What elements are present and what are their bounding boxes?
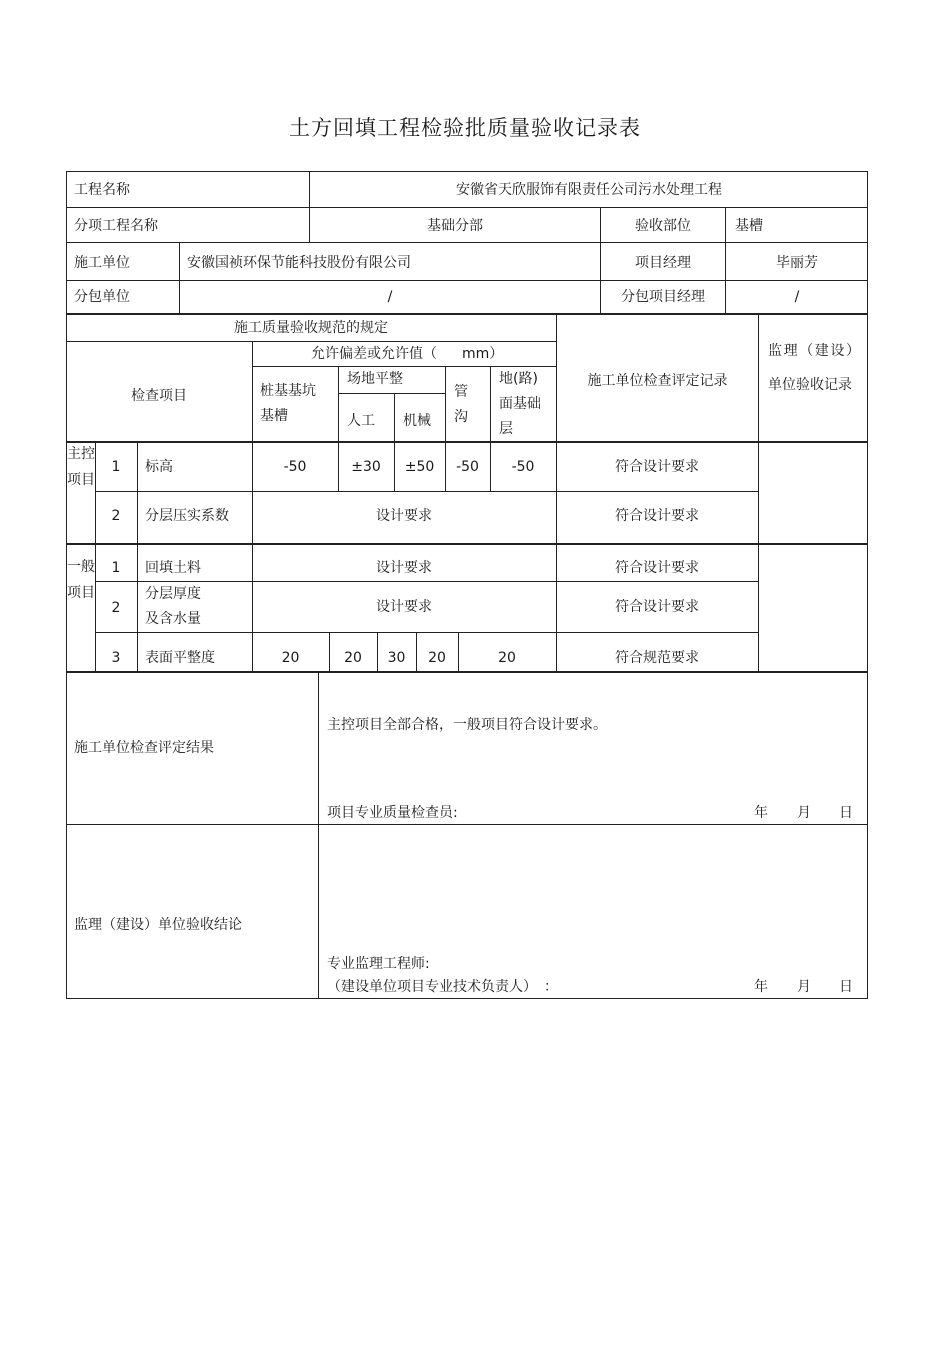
value-machine: 30: [387, 650, 406, 666]
project-name-label: 工程名称: [74, 182, 130, 198]
item-name: 标高: [145, 459, 173, 475]
owner-technical-lead-signature: （建设单位项目专业技术负责人） ：: [327, 979, 558, 995]
col-divider: [252, 442, 253, 544]
row-divider: [66, 242, 868, 243]
merged-value: 设计要求: [376, 508, 432, 524]
constructor-record: 符合设计要求: [615, 560, 699, 576]
value-pile-pit: 20: [281, 650, 300, 666]
merged-value: 设计要求: [376, 599, 432, 615]
sub-pm: /: [794, 289, 800, 305]
value-pipe-trench: 20: [428, 650, 446, 666]
row-divider: [95, 491, 759, 492]
col-divider: [338, 366, 339, 442]
col-divider: [490, 366, 491, 442]
tolerance-heading: 允许偏差或允许值（: [311, 346, 437, 362]
value-road-base: -50: [511, 459, 535, 475]
date-year: 年: [754, 979, 768, 995]
pile-pit-heading: 桩基基坑: [260, 383, 316, 399]
date-month: 月: [797, 805, 811, 821]
sub-project-label: 分项工程名称: [74, 218, 158, 234]
accept-part-label: 验收部位: [635, 218, 691, 234]
accept-part: 基槽: [735, 218, 763, 234]
col-divider: [556, 442, 557, 544]
item-name: 分层厚度及含水量: [145, 586, 201, 627]
row-divider: [95, 632, 759, 633]
pm: 毕丽芳: [776, 255, 818, 271]
general-label: 一般项目: [67, 559, 95, 601]
date-day: 日: [839, 805, 853, 821]
item-name: 回填土料: [145, 560, 201, 576]
subcontractor-label: 分包单位: [74, 289, 130, 305]
row-number: 2: [111, 508, 121, 524]
value-road-base: 20: [498, 650, 516, 666]
supervisor-record-heading: 监理（建设）单位验收记录: [768, 343, 860, 393]
col-divider: [137, 442, 138, 544]
row-number: 3: [111, 650, 121, 666]
check-item-heading: 检查项目: [131, 388, 187, 404]
row-number: 2: [111, 600, 121, 616]
row-divider: [66, 207, 868, 208]
project-name: 安徽省天欣服饰有限责任公司污水处理工程: [456, 182, 722, 198]
supervisor-result-section: [66, 824, 868, 999]
sub-project: 基础分部: [427, 218, 483, 234]
merged-value: 设计要求: [376, 560, 432, 576]
spec-rules-heading: 施工质量验收规范的规定: [234, 320, 388, 336]
col-divider: [318, 672, 319, 825]
supervising-engineer-signature: 专业监理工程师:: [327, 956, 430, 972]
subcontractor: /: [387, 289, 393, 305]
constructor-record: 符合设计要求: [615, 459, 699, 475]
date-month: 月: [797, 979, 811, 995]
main-control-section: [66, 442, 868, 544]
machine-heading: 机械: [403, 413, 431, 429]
contractor-label: 施工单位: [74, 255, 130, 271]
constructor-result-text: 主控项目全部合格，一般项目符合设计要求。: [327, 717, 607, 733]
row-divider: [338, 393, 445, 394]
date-day: 日: [839, 979, 853, 995]
pipe-trench-heading: 管沟: [454, 384, 468, 425]
col-divider: [445, 366, 446, 442]
date-year: 年: [754, 805, 768, 821]
row-number: 1: [111, 560, 121, 576]
value-manual: ±30: [351, 459, 381, 475]
col-divider: [137, 544, 138, 672]
pile-pit-heading-2: 基槽: [260, 408, 288, 424]
item-name: 表面平整度: [145, 650, 215, 666]
value-manual: 20: [344, 650, 362, 666]
col-divider: [758, 442, 759, 544]
constructor-record: 符合设计要求: [615, 599, 699, 615]
constructor-record-heading: 施工单位检查评定记录: [587, 373, 728, 389]
sub-pm-label: 分包项目经理: [621, 289, 705, 305]
road-base-heading: 地(路)面基础层: [499, 371, 541, 437]
item-name: 分层压实系数: [145, 508, 229, 524]
value-pipe-trench: -50: [456, 459, 479, 475]
col-divider: [394, 393, 395, 442]
row-divider: [66, 341, 556, 342]
constructor-result-label: 施工单位检查评定结果: [74, 740, 214, 756]
quality-inspector-signature: 项目专业质量检查员:: [327, 805, 458, 821]
manual-heading: 人工: [347, 413, 375, 429]
row-number: 1: [111, 459, 121, 475]
page-title: 土方回填工程检验批质量验收记录表: [289, 116, 641, 140]
col-divider: [252, 341, 253, 442]
col-divider: [758, 314, 759, 442]
pm-label: 项目经理: [635, 255, 691, 271]
col-divider: [758, 544, 759, 672]
contractor: 安徽国祯环保节能科技股份有限公司: [187, 255, 411, 271]
col-divider: [318, 824, 319, 999]
tolerance-unit: mm）: [462, 346, 504, 362]
site-level-heading: 场地平整: [347, 371, 403, 387]
main-control-label: 主控项目: [67, 446, 95, 488]
row-divider: [66, 280, 868, 281]
value-machine: ±50: [404, 459, 435, 475]
constructor-record: 符合设计要求: [615, 508, 699, 524]
supervisor-result-label: 监理（建设）单位验收结论: [74, 917, 242, 933]
constructor-record: 符合规范要求: [615, 650, 699, 666]
value-pile-pit: -50: [283, 459, 307, 475]
